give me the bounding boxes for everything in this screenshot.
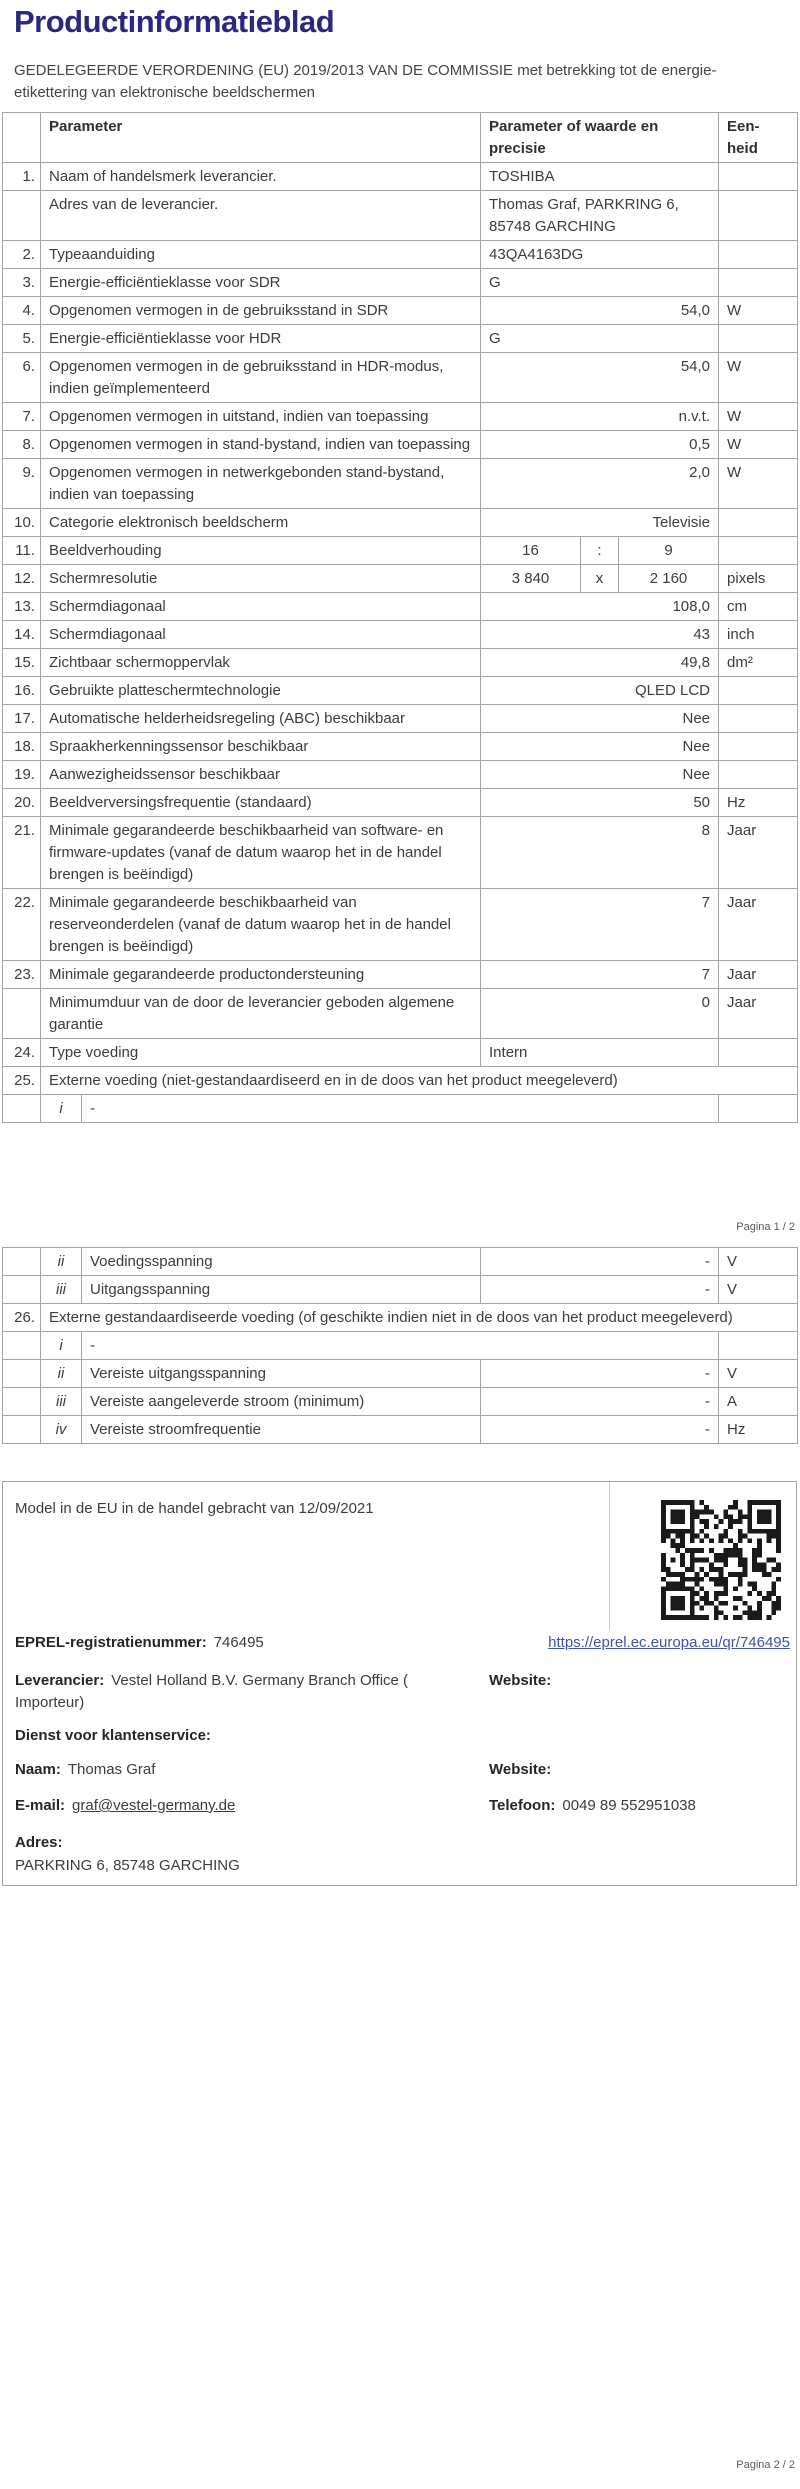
row-value: - [481,1388,719,1416]
table-row [3,1039,798,1067]
row-sub-number: ii [41,1248,82,1276]
row-sub-number: i [41,1332,82,1360]
row-value-1: 16 [481,537,581,565]
table-row [3,889,798,961]
row-value: 108,0 [481,593,719,621]
row-number: 17. [3,705,41,733]
row-unit [719,1095,798,1123]
row-sub-number: iv [41,1416,82,1444]
row-number: 1. [3,163,41,191]
row-label: Opgenomen vermogen in de gebruiksstand in HDR-modus, indien geïmplementeerd [41,353,481,403]
row-unit: inch [719,621,798,649]
table-row [3,677,798,705]
header-value: Parameter of waarde en precisie [481,113,719,163]
row-unit [719,509,798,537]
contact-name-line [15,1759,155,1781]
row-number: 7. [3,403,41,431]
row-value: 49,8 [481,649,719,677]
row-unit [719,705,798,733]
qr-code-icon [661,1500,781,1620]
website-label-1: Website: [489,1672,552,1689]
row-number: 23. [3,961,41,989]
row-label: Opgenomen vermogen in de gebruiksstand in SDR [41,297,481,325]
supplier-name: Vestel Holland B.V. Germany Branch Office ( Importeur) [15,1672,409,1711]
row-number: 4. [3,297,41,325]
row-unit: Hz [719,789,798,817]
row-value: - [82,1332,719,1360]
row-value: - [481,1248,719,1276]
row-number: 22. [3,889,41,961]
website-label-2: Website: [489,1761,552,1778]
address-label-line [15,1832,63,1854]
table-row [3,705,798,733]
table-row [3,761,798,789]
document-title: Productinformatieblad [14,4,335,39]
table-row [3,403,798,431]
row-label: Minimale gegarandeerde beschikbaarheid van software- en firmware-updates (vanaf de datum waarop het in de handel brengen is beëindigd) [41,817,481,889]
row-value: 54,0 [481,297,719,325]
row-value: 0 [481,989,719,1039]
table-header-row [3,113,798,163]
row-label: Opgenomen vermogen in netwerkgebonden stand-bystand, indien van toepassing [41,459,481,509]
row-value: Thomas Graf, PARKRING 6, 85748 GARCHING [481,191,719,241]
table-row [3,565,798,593]
row-number [3,191,41,241]
row-number: 5. [3,325,41,353]
row-unit: W [719,353,798,403]
row-number: 19. [3,761,41,789]
row-number: 15. [3,649,41,677]
row-label: Vereiste stroomfrequentie [82,1416,481,1444]
header-empty-cell [3,113,41,163]
email-line [15,1795,235,1817]
row-label: Adres van de leverancier. [41,191,481,241]
row-unit [719,269,798,297]
row-label: Minimumduur van de door de leverancier geboden algemene garantie [41,989,481,1039]
row-label: Opgenomen vermogen in stand-bystand, indien van toepassing [41,431,481,459]
eprel-link[interactable]: https://eprel.ec.europa.eu/qr/746495 [548,1634,790,1651]
table-row [3,537,798,565]
supplier-contact-box [2,1481,797,1886]
header-unit: Een-heid [719,113,798,163]
page-number-2: Pagina 2 / 2 [736,2459,795,2471]
row-unit [719,1039,798,1067]
table-row [3,789,798,817]
row-value: Nee [481,733,719,761]
table-row [3,431,798,459]
row-value: Nee [481,705,719,733]
row-value: 7 [481,889,719,961]
row-label: Uitgangsspanning [82,1276,481,1304]
row-unit: dm² [719,649,798,677]
row-value: G [481,325,719,353]
row-unit: Jaar [719,889,798,961]
product-parameter-table-page1 [2,112,798,1123]
eprel-number: 746495 [213,1634,264,1651]
row-unit [719,325,798,353]
row-value: - [481,1276,719,1304]
product-parameter-table-page2 [2,1247,798,1444]
table-row [3,269,798,297]
row-value-2: 2 160 [619,565,719,593]
row-label: Beeldverversingsfrequentie (standaard) [41,789,481,817]
row-unit: V [719,1248,798,1276]
row-value-1: 3 840 [481,565,581,593]
phone-line [489,1795,696,1817]
row-value: QLED LCD [481,677,719,705]
customer-service-label: Dienst voor klantenservice: [15,1727,211,1744]
row-number: 6. [3,353,41,403]
row-value: TOSHIBA [481,163,719,191]
row-label: Beeldverhouding [41,537,481,565]
row-value: - [481,1360,719,1388]
row-unit: V [719,1360,798,1388]
row-number: 26. [3,1304,41,1332]
row-unit: cm [719,593,798,621]
row-number [3,1276,41,1304]
row-number [3,1360,41,1388]
row-number: 24. [3,1039,41,1067]
row-label: Energie-efficiëntieklasse voor SDR [41,269,481,297]
table-row [3,191,798,241]
row-label: Minimale gegarandeerde productondersteuning [41,961,481,989]
row-span-text: Externe gestandaardiseerde voeding (of geschikte indien niet in de doos van het product meegeleverd) [41,1304,798,1332]
row-number: 12. [3,565,41,593]
row-number: 16. [3,677,41,705]
row-label: Aanwezigheidssensor beschikbaar [41,761,481,789]
row-unit [719,537,798,565]
row-number [3,1095,41,1123]
row-unit [719,1332,798,1360]
row-number [3,1416,41,1444]
customer-service-line [15,1725,211,1747]
row-span-text: Externe voeding (niet-gestandaardiseerd en in de doos van het product meegeleverd) [41,1067,798,1095]
row-value-separator: : [581,537,619,565]
row-value: 7 [481,961,719,989]
row-value: 2,0 [481,459,719,509]
row-value: 8 [481,817,719,889]
page-number-1: Pagina 1 / 2 [736,1221,795,1233]
row-number: 8. [3,431,41,459]
table-row [3,733,798,761]
table-row [3,961,798,989]
table-row [3,989,798,1039]
address-label: Adres: [15,1834,63,1851]
row-unit: W [719,431,798,459]
row-number [3,989,41,1039]
row-number [3,1248,41,1276]
table-row [3,1276,798,1304]
row-value-separator: x [581,565,619,593]
row-number: 10. [3,509,41,537]
eprel-label: EPREL-registratienummer: [15,1634,207,1651]
row-label: Categorie elektronisch beeldscherm [41,509,481,537]
phone-number: 0049 89 552951038 [562,1797,696,1814]
table-row [3,593,798,621]
phone-label: Telefoon: [489,1797,556,1814]
row-sub-number: ii [41,1360,82,1388]
contact-name: Thomas Graf [67,1761,156,1778]
table-row [3,241,798,269]
row-unit: Hz [719,1416,798,1444]
row-label: Typeaanduiding [41,241,481,269]
supplier-label: Leverancier: [15,1672,105,1689]
row-value: n.v.t. [481,403,719,431]
row-unit [719,191,798,241]
row-value: Intern [481,1039,719,1067]
website-line-2 [489,1759,551,1781]
row-label: Schermresolutie [41,565,481,593]
row-number: 21. [3,817,41,889]
row-unit [719,677,798,705]
address-value-line: PARKRING 6, 85748 GARCHING [15,1857,240,1874]
row-label: Schermdiagonaal [41,621,481,649]
row-sub-number: i [41,1095,82,1123]
row-unit: W [719,297,798,325]
row-label: Voedingsspanning [82,1248,481,1276]
row-value: 50 [481,789,719,817]
row-value: Nee [481,761,719,789]
table-row [3,1332,798,1360]
table-row [3,1304,798,1332]
table-row [3,353,798,403]
row-unit [719,163,798,191]
table-row [3,649,798,677]
row-unit: A [719,1388,798,1416]
row-number: 20. [3,789,41,817]
market-date-line: Model in de EU in de handel gebracht van 12/09/2021 [15,1500,374,1517]
row-number: 11. [3,537,41,565]
row-value-2: 9 [619,537,719,565]
table-row [3,459,798,509]
row-unit: pixels [719,565,798,593]
header-parameter: Parameter [41,113,481,163]
row-unit [719,733,798,761]
row-value: G [481,269,719,297]
table-row [3,325,798,353]
row-unit [719,761,798,789]
row-label: Energie-efficiëntieklasse voor HDR [41,325,481,353]
row-number: 18. [3,733,41,761]
row-label: Schermdiagonaal [41,593,481,621]
table-row [3,621,798,649]
table-row [3,1095,798,1123]
row-label: Vereiste aangeleverde stroom (minimum) [82,1388,481,1416]
row-label: Spraakherkenningssensor beschikbaar [41,733,481,761]
row-unit: W [719,459,798,509]
row-label: Vereiste uitgangsspanning [82,1360,481,1388]
row-number [3,1388,41,1416]
row-unit [719,241,798,269]
row-label: Type voeding [41,1039,481,1067]
row-label: Minimale gegarandeerde beschikbaarheid van reserveonderdelen (vanaf de datum waarop het in de handel brengen is beëindigd) [41,889,481,961]
email-label: E-mail: [15,1797,66,1814]
row-label: Automatische helderheidsregeling (ABC) beschikbaar [41,705,481,733]
table-row [3,1416,798,1444]
table-row [3,509,798,537]
box-divider [609,1482,610,1630]
row-label: Naam of handelsmerk leverancier. [41,163,481,191]
row-unit: W [719,403,798,431]
row-value: - [481,1416,719,1444]
table-row [3,1388,798,1416]
table-row [3,817,798,889]
row-value: 43QA4163DG [481,241,719,269]
row-sub-number: iii [41,1276,82,1304]
row-unit: V [719,1276,798,1304]
row-value: 43 [481,621,719,649]
row-number: 14. [3,621,41,649]
row-number: 2. [3,241,41,269]
row-number: 25. [3,1067,41,1095]
row-value: - [82,1095,719,1123]
row-number: 13. [3,593,41,621]
regulation-subtitle: GEDELEGEERDE VERORDENING (EU) 2019/2013 VAN DE COMMISSIE met betrekking tot de energie-etikettering van elektronische beeldschermen [14,62,717,101]
row-sub-number: iii [41,1388,82,1416]
table-row [3,1248,798,1276]
table-row [3,1067,798,1095]
name-label: Naam: [15,1761,61,1778]
row-unit: Jaar [719,961,798,989]
row-label: Zichtbaar schermoppervlak [41,649,481,677]
row-value: 0,5 [481,431,719,459]
row-value: 54,0 [481,353,719,403]
row-label: Opgenomen vermogen in uitstand, indien van toepassing [41,403,481,431]
website-line-1 [489,1670,551,1692]
row-value: Televisie [481,509,719,537]
table-row [3,1360,798,1388]
row-unit: Jaar [719,817,798,889]
row-label: Gebruikte platteschermtechnologie [41,677,481,705]
eprel-registration-line [15,1632,264,1654]
supplier-line [15,1670,477,1714]
table-row [3,297,798,325]
row-number: 3. [3,269,41,297]
row-number [3,1332,41,1360]
row-number: 9. [3,459,41,509]
table-row [3,163,798,191]
email-link[interactable]: graf@vestel-germany.de [72,1797,236,1814]
row-unit: Jaar [719,989,798,1039]
